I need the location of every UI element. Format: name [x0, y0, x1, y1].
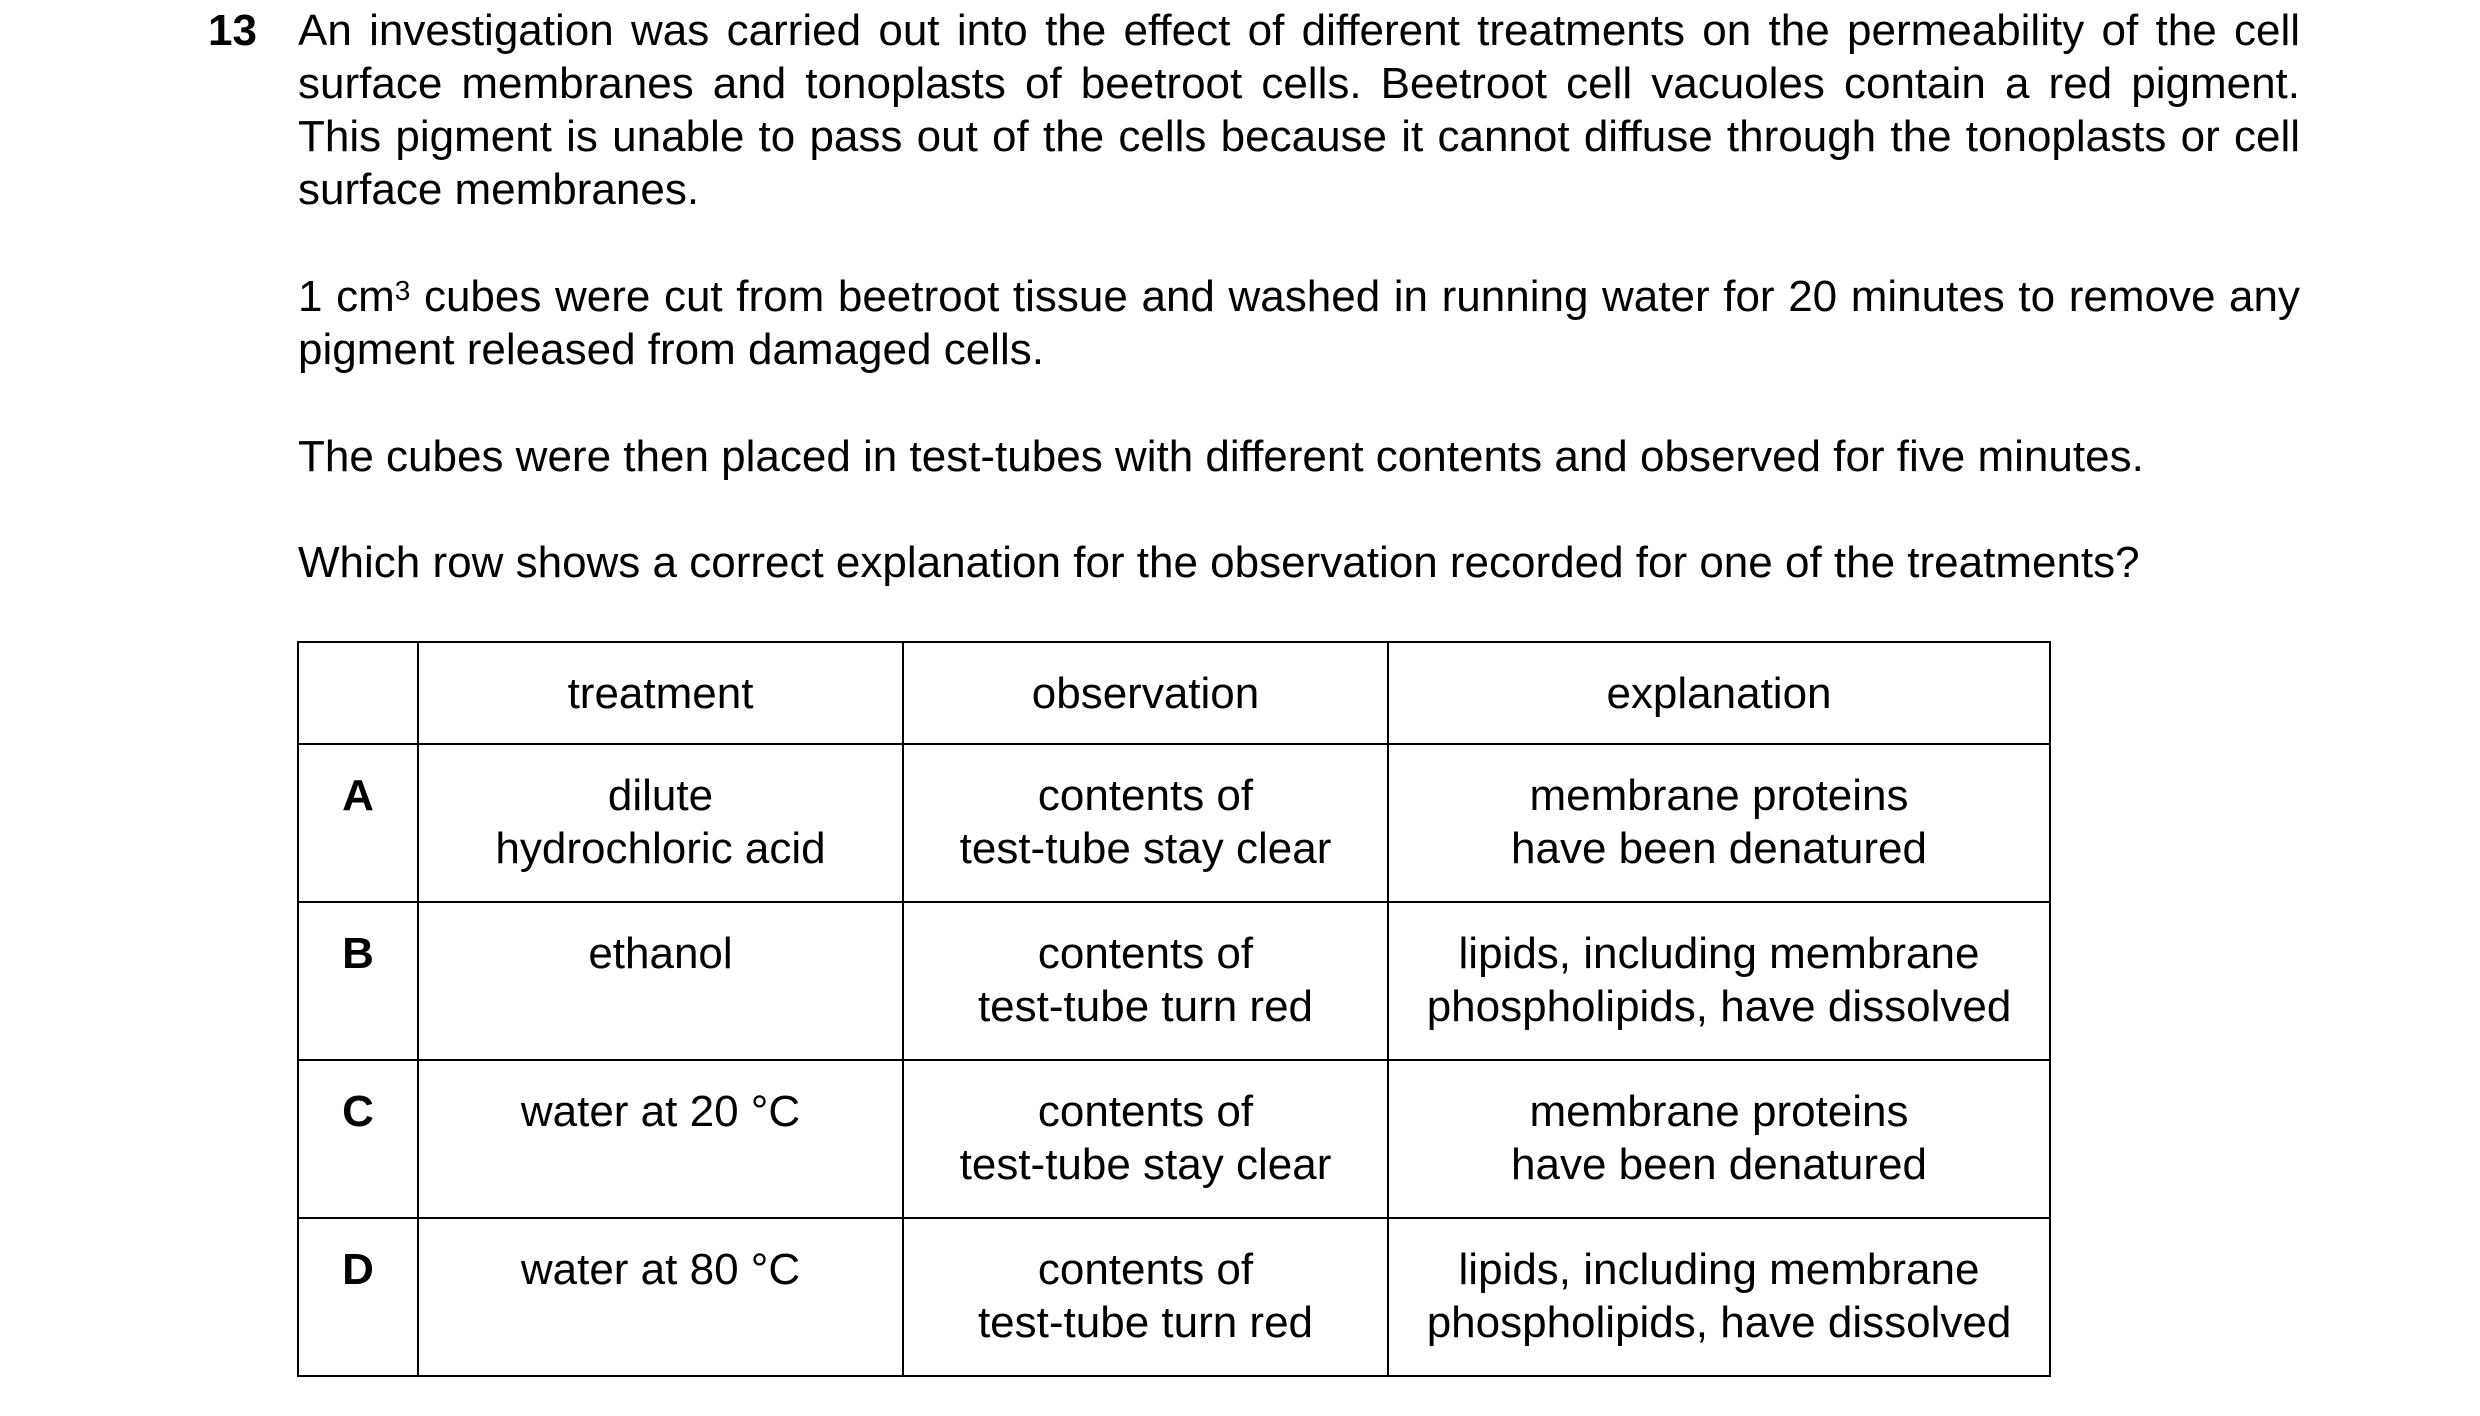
observation-cell: [903, 1060, 1388, 1218]
method-rest: cubes were cut from beetroot tissue and washed in running water for 20 minutes to remove any pigment released from damaged cells.: [298, 272, 2300, 374]
explanation-line: lipids, including membrane: [1458, 1245, 1980, 1294]
treatment-cell: [418, 1060, 903, 1218]
observation-cell: [903, 744, 1388, 902]
observation-cell: [903, 902, 1388, 1060]
header-treatment: treatment: [418, 642, 903, 744]
explanation-cell: [1388, 1218, 2050, 1376]
observation-line: test-tube turn red: [977, 982, 1314, 1031]
row-letter: B: [298, 902, 418, 1060]
procedure-paragraph: The cubes were then placed in test-tubes with different contents and observed for five minutes.: [298, 432, 2144, 481]
explanation-line: membrane proteins: [1529, 771, 1909, 820]
explanation-line: phospholipids, have dissolved: [1426, 1298, 2012, 1347]
treatment-line: ethanol: [588, 929, 733, 978]
treatment-line: water at 80 °C: [520, 1245, 801, 1294]
observation-line: test-tube turn red: [977, 1298, 1314, 1347]
explanation-cell: [1388, 744, 2050, 902]
method-paragraph: [298, 270, 2300, 376]
observation-cell: [903, 1218, 1388, 1376]
table-row: [298, 1218, 2050, 1376]
explanation-cell: [1388, 1060, 2050, 1218]
treatment-line: dilute: [607, 771, 714, 820]
treatment-line: hydrochloric acid: [495, 824, 826, 873]
row-letter: A: [298, 744, 418, 902]
intro-paragraph: An investigation was carried out into the effect of different treatments on the permeability of the cell surface membranes and tonoplasts of beetroot cells. Beetroot cell vacuoles contain a red pigment. This pigment is unable to pass out of the cells because it cannot diffuse through the tonoplasts or cell surface membranes.: [298, 6, 2300, 214]
observation-line: contents of: [1037, 1087, 1254, 1136]
explanation-line: have been denatured: [1511, 824, 1927, 873]
table-header-row: [298, 642, 2050, 744]
explanation-line: phospholipids, have dissolved: [1426, 982, 2012, 1031]
answer-table: [297, 641, 2051, 1377]
explanation-cell: [1388, 902, 2050, 1060]
table-row: [298, 902, 2050, 1060]
observation-line: test-tube stay clear: [959, 824, 1332, 873]
treatment-cell: [418, 1218, 903, 1376]
header-letter: [298, 642, 418, 744]
row-letter: C: [298, 1060, 418, 1218]
row-letter: D: [298, 1218, 418, 1376]
method-prefix: 1 cm: [298, 272, 395, 321]
treatment-line: water at 20 °C: [520, 1087, 801, 1136]
explanation-line: lipids, including membrane: [1458, 929, 1980, 978]
observation-line: test-tube stay clear: [959, 1140, 1332, 1189]
explanation-line: have been denatured: [1511, 1140, 1927, 1189]
table-row: [298, 1060, 2050, 1218]
observation-line: contents of: [1037, 771, 1254, 820]
header-explanation: explanation: [1388, 642, 2050, 744]
table-row: [298, 744, 2050, 902]
observation-line: contents of: [1037, 1245, 1254, 1294]
explanation-line: membrane proteins: [1529, 1087, 1909, 1136]
header-observation: observation: [903, 642, 1388, 744]
treatment-cell: [418, 902, 903, 1060]
question-number: 13: [208, 6, 257, 55]
treatment-cell: [418, 744, 903, 902]
cubed-superscript: 3: [394, 275, 411, 306]
question-prompt: Which row shows a correct explanation for the observation recorded for one of the treatments?: [298, 538, 2140, 587]
observation-line: contents of: [1037, 929, 1254, 978]
